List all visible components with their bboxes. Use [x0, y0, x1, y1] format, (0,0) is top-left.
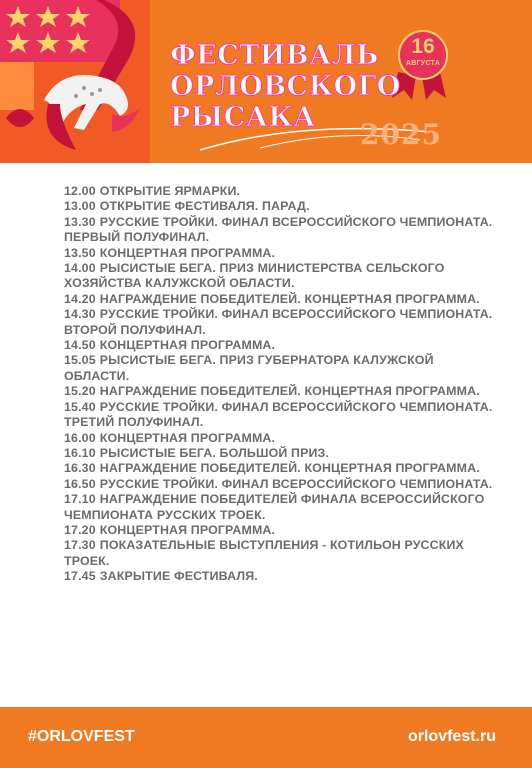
- schedule-text: КОНЦЕРТНАЯ ПРОГРАММА.: [99, 245, 276, 260]
- schedule-text: РУССКИЕ ТРОЙКИ. ФИНАЛ ВСЕРОССИЙСКОГО ЧЕМПИОНАТА. ПЕРВЫЙ ПОЛУФИНАЛ.: [64, 214, 493, 245]
- schedule-time: 16.50: [64, 476, 96, 491]
- schedule-item: [64, 215, 494, 246]
- schedule-text: КОНЦЕРТНАЯ ПРОГРАММА.: [99, 430, 276, 445]
- schedule-time: 17.30: [64, 538, 96, 553]
- schedule-time: 14.30: [64, 307, 96, 322]
- schedule-text: ПОКАЗАТЕЛЬНЫЕ ВЫСТУПЛЕНИЯ - КОТИЛЬОН РУССКИХ ТРОЕК.: [64, 538, 464, 568]
- festival-year: 2025: [360, 118, 442, 151]
- schedule-item: [64, 477, 494, 492]
- schedule-item: [64, 461, 494, 476]
- schedule-time: 14.20: [64, 291, 96, 306]
- schedule-text: НАГРАЖДЕНИЕ ПОБЕДИТЕЛЕЙ. КОНЦЕРТНАЯ ПРОГРАММА.: [99, 461, 480, 476]
- schedule-item: [64, 523, 494, 538]
- schedule-time: 16.10: [64, 445, 96, 460]
- title-line-3: РЫСАКА: [170, 102, 316, 133]
- schedule-time: 13.50: [64, 245, 96, 260]
- schedule-item: [64, 446, 494, 461]
- schedule-item: [64, 538, 494, 569]
- title-line-1: ФЕСТИВАЛЬ: [170, 40, 379, 71]
- schedule-item: [64, 184, 494, 199]
- date-badge-month: АВГУСТА: [405, 60, 441, 67]
- schedule-time: 15.40: [64, 399, 96, 414]
- footer-bar: [0, 707, 532, 768]
- schedule-time: 15.20: [64, 384, 96, 399]
- schedule-item: [64, 431, 494, 446]
- schedule-time: 14.00: [64, 261, 96, 276]
- schedule-time: 13.00: [64, 199, 96, 214]
- schedule-time: 17.45: [64, 569, 96, 584]
- schedule-time: 16.00: [64, 430, 96, 445]
- schedule-item: [64, 307, 494, 338]
- date-badge: [398, 30, 448, 80]
- schedule-item: [64, 353, 494, 384]
- schedule-time: 17.10: [64, 492, 96, 507]
- schedule-item: [64, 384, 494, 399]
- schedule-item: [64, 199, 494, 214]
- festival-banner: [0, 0, 532, 163]
- hashtag-link[interactable]: #ORLOVFEST: [28, 728, 135, 745]
- schedule-text: КОНЦЕРТНАЯ ПРОГРАММА.: [99, 338, 276, 353]
- schedule-text: НАГРАЖДЕНИЕ ПОБЕДИТЕЛЕЙ ФИНАЛА ВСЕРОССИЙСКОГО ЧЕМПИОНАТА РУССКИХ ТРОЕК.: [64, 492, 485, 522]
- schedule-text: КОНЦЕРТНАЯ ПРОГРАММА.: [99, 522, 276, 537]
- schedule-text: РУССКИЕ ТРОЙКИ. ФИНАЛ ВСЕРОССИЙСКОГО ЧЕМПИОНАТА. ВТОРОЙ ПОЛУФИНАЛ.: [64, 307, 493, 337]
- schedule-item: [64, 261, 494, 292]
- schedule-text: РЫСИСТЫЕ БЕГА. БОЛЬШОЙ ПРИЗ.: [99, 445, 330, 460]
- schedule-time: 14.50: [64, 338, 96, 353]
- schedule-text: РЫСИСТЫЕ БЕГА. ПРИЗ МИНИСТЕРСТВА СЕЛЬСКОГО ХОЗЯЙСТВА КАЛУЖСКОЙ ОБЛАСТИ.: [64, 261, 445, 291]
- schedule-text: НАГРАЖДЕНИЕ ПОБЕДИТЕЛЕЙ. КОНЦЕРТНАЯ ПРОГРАММА.: [99, 291, 480, 306]
- website-link[interactable]: orlovfest.ru: [407, 728, 496, 745]
- schedule-text: ОТКРЫТИЕ ЯРМАРКИ.: [99, 184, 241, 198]
- date-badge-day: 16: [411, 35, 435, 58]
- schedule-item: [64, 569, 494, 584]
- schedule-time: 16.30: [64, 461, 96, 476]
- schedule-time: 17.20: [64, 522, 96, 537]
- schedule-item: [64, 292, 494, 307]
- schedule-time: 12.00: [64, 184, 96, 198]
- schedule-item: [64, 400, 494, 431]
- schedule-time: 13.30: [64, 214, 96, 229]
- schedule-text: РЫСИСТЫЕ БЕГА. ПРИЗ ГУБЕРНАТОРА КАЛУЖСКОЙ ОБЛАСТИ.: [64, 353, 434, 383]
- schedule-text: РУССКИЕ ТРОЙКИ. ФИНАЛ ВСЕРОССИЙСКОГО ЧЕМПИОНАТА. ТРЕТИЙ ПОЛУФИНАЛ.: [64, 399, 493, 430]
- schedule-list: [64, 184, 494, 585]
- schedule-text: ЗАКРЫТИЕ ФЕСТИВАЛЯ.: [99, 569, 258, 584]
- schedule-time: 15.05: [64, 353, 96, 368]
- title-line-2: ОРЛОВСКОГО: [170, 71, 401, 102]
- schedule-text: ОТКРЫТИЕ ФЕСТИВАЛЯ. ПАРАД.: [99, 199, 310, 214]
- schedule-item: [64, 338, 494, 353]
- schedule-item: [64, 246, 494, 261]
- schedule-text: НАГРАЖДЕНИЕ ПОБЕДИТЕЛЕЙ. КОНЦЕРТНАЯ ПРОГРАММА.: [99, 384, 480, 399]
- schedule-item: [64, 492, 494, 523]
- schedule-text: РУССКИЕ ТРОЙКИ. ФИНАЛ ВСЕРОССИЙСКОГО ЧЕМПИОНАТА.: [99, 476, 493, 491]
